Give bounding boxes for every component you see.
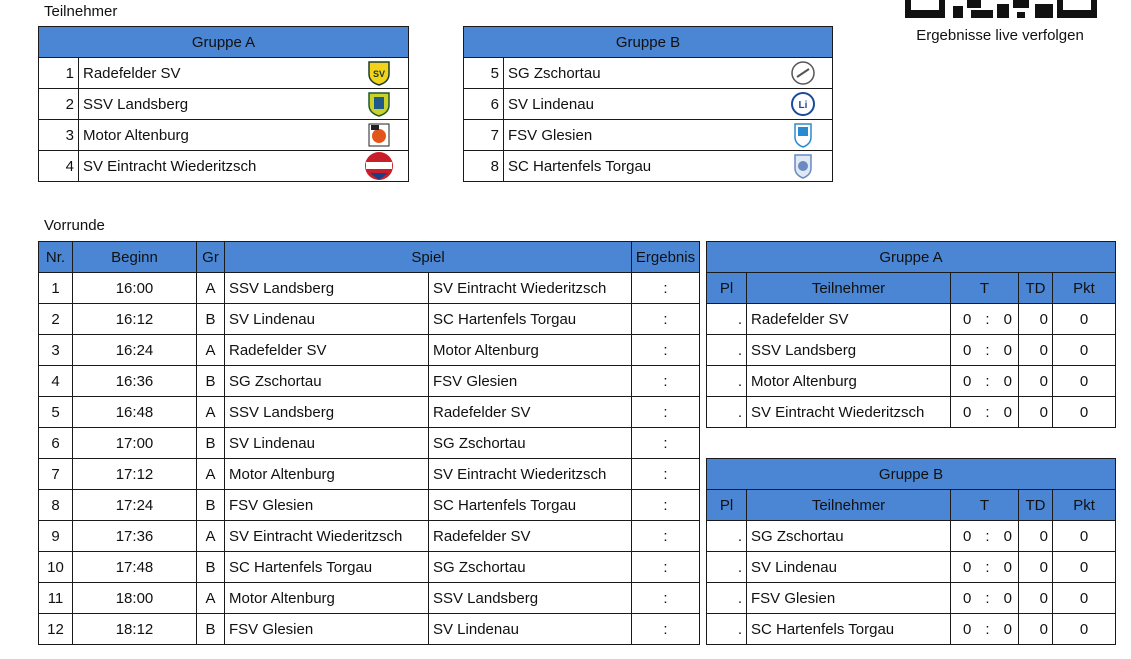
match-group: A <box>197 273 225 304</box>
participant-number: 7 <box>464 120 504 151</box>
qr-caption: Ergebnisse live verfolgen <box>916 27 1084 44</box>
match-number: 4 <box>39 366 73 397</box>
participant-row <box>39 151 409 182</box>
match-group: A <box>197 583 225 614</box>
participant-row <box>39 120 409 151</box>
radefelder-sv-crest-icon <box>366 60 392 86</box>
match-time: 16:12 <box>73 304 197 335</box>
col-header-td: TD <box>1019 273 1053 304</box>
col-header-t: T <box>951 490 1019 521</box>
match-row <box>39 583 700 614</box>
match-time: 16:00 <box>73 273 197 304</box>
goals-against: 0 <box>1003 372 1012 390</box>
match-result[interactable]: : <box>632 521 700 552</box>
match-row <box>39 428 700 459</box>
participants-group-b-table <box>463 26 833 182</box>
match-time: 17:48 <box>73 552 197 583</box>
match-result[interactable]: : <box>632 304 700 335</box>
match-row <box>39 397 700 428</box>
match-group: B <box>197 366 225 397</box>
participant-row <box>464 151 833 182</box>
standings-group-a-title: Gruppe A <box>707 242 1116 273</box>
col-header-pl: Pl <box>707 490 747 521</box>
vorrunde-label: Vorrunde <box>44 217 105 234</box>
match-number: 11 <box>39 583 73 614</box>
match-number: 8 <box>39 490 73 521</box>
match-group: B <box>197 490 225 521</box>
standings-row <box>707 614 1116 645</box>
match-time: 16:36 <box>73 366 197 397</box>
standings-team: SV Lindenau <box>747 552 951 583</box>
standings-place: . <box>707 552 747 583</box>
standings-team: Motor Altenburg <box>747 366 951 397</box>
match-home-team: SC Hartenfels Torgau <box>225 552 429 583</box>
match-result[interactable]: : <box>632 428 700 459</box>
match-result[interactable]: : <box>632 583 700 614</box>
participant-name: FSV Glesien <box>508 126 593 144</box>
col-header-ergebnis: Ergebnis <box>632 242 700 273</box>
match-result[interactable]: : <box>632 490 700 521</box>
match-home-team: Motor Altenburg <box>225 583 429 614</box>
match-home-team: Motor Altenburg <box>225 459 429 490</box>
participants-label: Teilnehmer <box>44 3 118 20</box>
schedule-table <box>38 241 700 645</box>
standings-points: 0 <box>1053 366 1116 397</box>
standings-goal-diff: 0 <box>1019 521 1053 552</box>
participant-name: SV Eintracht Wiederitzsch <box>83 157 257 175</box>
match-time: 17:00 <box>73 428 197 459</box>
goals-for: 0 <box>963 341 972 359</box>
standings-team: SSV Landsberg <box>747 335 951 366</box>
goals-separator: : <box>985 558 990 576</box>
match-result[interactable]: : <box>632 459 700 490</box>
standings-row <box>707 583 1116 614</box>
match-away-team: SC Hartenfels Torgau <box>429 304 632 335</box>
goals-for: 0 <box>963 403 972 421</box>
standings-goals <box>951 521 1019 552</box>
participant-name: SC Hartenfels Torgau <box>508 157 652 175</box>
qr-code-icon[interactable] <box>905 0 1097 18</box>
goals-separator: : <box>985 527 990 545</box>
match-time: 18:12 <box>73 614 197 645</box>
participant-name: Radefelder SV <box>83 64 181 82</box>
match-away-team: Radefelder SV <box>429 397 632 428</box>
goals-for: 0 <box>963 620 972 638</box>
hartenfels-torgau-crest-icon <box>790 153 816 179</box>
ssv-landsberg-crest-icon <box>366 91 392 117</box>
goals-against: 0 <box>1003 403 1012 421</box>
standings-row <box>707 335 1116 366</box>
match-home-team: SG Zschortau <box>225 366 429 397</box>
goals-against: 0 <box>1003 620 1012 638</box>
match-home-team: SV Lindenau <box>225 428 429 459</box>
goals-against: 0 <box>1003 341 1012 359</box>
match-time: 16:48 <box>73 397 197 428</box>
standings-place: . <box>707 366 747 397</box>
col-header-nr: Nr. <box>39 242 73 273</box>
match-result[interactable]: : <box>632 273 700 304</box>
goals-against: 0 <box>1003 310 1012 328</box>
match-number: 12 <box>39 614 73 645</box>
participant-name: Motor Altenburg <box>83 126 189 144</box>
match-away-team: SSV Landsberg <box>429 583 632 614</box>
match-result[interactable]: : <box>632 614 700 645</box>
svg-text:SV: SV <box>373 69 386 79</box>
match-row <box>39 459 700 490</box>
col-header-pl: Pl <box>707 273 747 304</box>
standings-points: 0 <box>1053 397 1116 428</box>
participants-group-b-title: Gruppe B <box>464 27 833 58</box>
standings-place: . <box>707 397 747 428</box>
standings-points: 0 <box>1053 335 1116 366</box>
standings-goals <box>951 366 1019 397</box>
participant-row <box>39 89 409 120</box>
match-away-team: SC Hartenfels Torgau <box>429 490 632 521</box>
match-number: 9 <box>39 521 73 552</box>
motor-altenburg-crest-icon <box>366 122 392 148</box>
goals-for: 0 <box>963 527 972 545</box>
standings-goals <box>951 304 1019 335</box>
match-number: 1 <box>39 273 73 304</box>
match-group: A <box>197 459 225 490</box>
standings-team: SG Zschortau <box>747 521 951 552</box>
goals-separator: : <box>985 620 990 638</box>
participant-row <box>464 120 833 151</box>
col-header-teilnehmer: Teilnehmer <box>747 490 951 521</box>
standings-place: . <box>707 335 747 366</box>
standings-goal-diff: 0 <box>1019 583 1053 614</box>
match-time: 17:36 <box>73 521 197 552</box>
match-row <box>39 366 700 397</box>
match-result[interactable]: : <box>632 397 700 428</box>
col-header-spiel: Spiel <box>225 242 632 273</box>
participant-row <box>39 58 409 89</box>
match-row <box>39 304 700 335</box>
goals-against: 0 <box>1003 527 1012 545</box>
match-number: 7 <box>39 459 73 490</box>
match-number: 3 <box>39 335 73 366</box>
participant-row <box>464 89 833 120</box>
participant-number: 5 <box>464 58 504 89</box>
sg-zschortau-crest-icon <box>790 60 816 86</box>
match-row <box>39 273 700 304</box>
standings-group-b-title: Gruppe B <box>707 459 1116 490</box>
match-group: B <box>197 614 225 645</box>
goals-separator: : <box>985 403 990 421</box>
standings-team: SC Hartenfels Torgau <box>747 614 951 645</box>
match-away-team: FSV Glesien <box>429 366 632 397</box>
goals-for: 0 <box>963 558 972 576</box>
standings-goal-diff: 0 <box>1019 397 1053 428</box>
standings-place: . <box>707 521 747 552</box>
match-time: 17:12 <box>73 459 197 490</box>
match-away-team: SV Eintracht Wiederitzsch <box>429 459 632 490</box>
standings-row <box>707 552 1116 583</box>
standings-goals <box>951 552 1019 583</box>
col-header-td: TD <box>1019 490 1053 521</box>
participant-row <box>464 58 833 89</box>
standings-goal-diff: 0 <box>1019 614 1053 645</box>
standings-row <box>707 304 1116 335</box>
standings-row <box>707 366 1116 397</box>
goals-against: 0 <box>1003 589 1012 607</box>
goals-for: 0 <box>963 372 972 390</box>
match-time: 18:00 <box>73 583 197 614</box>
standings-points: 0 <box>1053 614 1116 645</box>
match-number: 6 <box>39 428 73 459</box>
col-header-gr: Gr <box>197 242 225 273</box>
match-home-team: SV Eintracht Wiederitzsch <box>225 521 429 552</box>
match-group: B <box>197 428 225 459</box>
participant-number: 6 <box>464 89 504 120</box>
match-number: 2 <box>39 304 73 335</box>
match-result[interactable]: : <box>632 552 700 583</box>
match-away-team: Motor Altenburg <box>429 335 632 366</box>
standings-place: . <box>707 614 747 645</box>
eintracht-wiederitzsch-crest-icon <box>364 151 394 181</box>
participant-name: SSV Landsberg <box>83 95 189 113</box>
standings-group-a-table <box>706 241 1116 428</box>
match-home-team: FSV Glesien <box>225 614 429 645</box>
match-number: 5 <box>39 397 73 428</box>
col-header-teilnehmer: Teilnehmer <box>747 273 951 304</box>
standings-team: SV Eintracht Wiederitzsch <box>747 397 951 428</box>
goals-separator: : <box>985 589 990 607</box>
standings-place: . <box>707 304 747 335</box>
standings-team: Radefelder SV <box>747 304 951 335</box>
svg-text:Li: Li <box>798 100 808 111</box>
goals-for: 0 <box>963 310 972 328</box>
match-away-team: SV Lindenau <box>429 614 632 645</box>
match-home-team: Radefelder SV <box>225 335 429 366</box>
match-away-team: SV Eintracht Wiederitzsch <box>429 273 632 304</box>
participants-group-a-title: Gruppe A <box>39 27 409 58</box>
participant-number: 4 <box>39 151 79 182</box>
standings-team: FSV Glesien <box>747 583 951 614</box>
col-header-t: T <box>951 273 1019 304</box>
match-row <box>39 521 700 552</box>
standings-goal-diff: 0 <box>1019 304 1053 335</box>
goals-separator: : <box>985 372 990 390</box>
standings-place: . <box>707 583 747 614</box>
participant-number: 1 <box>39 58 79 89</box>
match-away-team: Radefelder SV <box>429 521 632 552</box>
standings-goal-diff: 0 <box>1019 552 1053 583</box>
participant-number: 2 <box>39 89 79 120</box>
match-time: 16:24 <box>73 335 197 366</box>
match-result[interactable]: : <box>632 366 700 397</box>
standings-row <box>707 397 1116 428</box>
match-row <box>39 552 700 583</box>
participant-number: 8 <box>464 151 504 182</box>
standings-points: 0 <box>1053 552 1116 583</box>
match-away-team: SG Zschortau <box>429 552 632 583</box>
match-group: A <box>197 521 225 552</box>
match-row <box>39 335 700 366</box>
sv-lindenau-crest-icon <box>790 91 816 117</box>
standings-goal-diff: 0 <box>1019 335 1053 366</box>
match-home-team: FSV Glesien <box>225 490 429 521</box>
match-home-team: SSV Landsberg <box>225 273 429 304</box>
standings-goals <box>951 397 1019 428</box>
fsv-glesien-crest-icon <box>790 122 816 148</box>
standings-points: 0 <box>1053 521 1116 552</box>
match-group: A <box>197 335 225 366</box>
match-row <box>39 614 700 645</box>
goals-separator: : <box>985 310 990 328</box>
match-group: A <box>197 397 225 428</box>
match-row <box>39 490 700 521</box>
standings-points: 0 <box>1053 304 1116 335</box>
col-header-pkt: Pkt <box>1053 490 1116 521</box>
goals-against: 0 <box>1003 558 1012 576</box>
standings-points: 0 <box>1053 583 1116 614</box>
match-time: 17:24 <box>73 490 197 521</box>
goals-separator: : <box>985 341 990 359</box>
standings-row <box>707 521 1116 552</box>
goals-for: 0 <box>963 589 972 607</box>
col-header-pkt: Pkt <box>1053 273 1116 304</box>
standings-group-b-table <box>706 458 1116 645</box>
match-home-team: SV Lindenau <box>225 304 429 335</box>
participants-group-a-table <box>38 26 409 182</box>
col-header-beginn: Beginn <box>73 242 197 273</box>
standings-goals <box>951 583 1019 614</box>
match-home-team: SSV Landsberg <box>225 397 429 428</box>
participant-name: SG Zschortau <box>508 64 601 82</box>
match-result[interactable]: : <box>632 335 700 366</box>
standings-goal-diff: 0 <box>1019 366 1053 397</box>
match-group: B <box>197 304 225 335</box>
match-group: B <box>197 552 225 583</box>
match-away-team: SG Zschortau <box>429 428 632 459</box>
match-number: 10 <box>39 552 73 583</box>
participant-number: 3 <box>39 120 79 151</box>
standings-goals <box>951 335 1019 366</box>
standings-goals <box>951 614 1019 645</box>
participant-name: SV Lindenau <box>508 95 594 113</box>
